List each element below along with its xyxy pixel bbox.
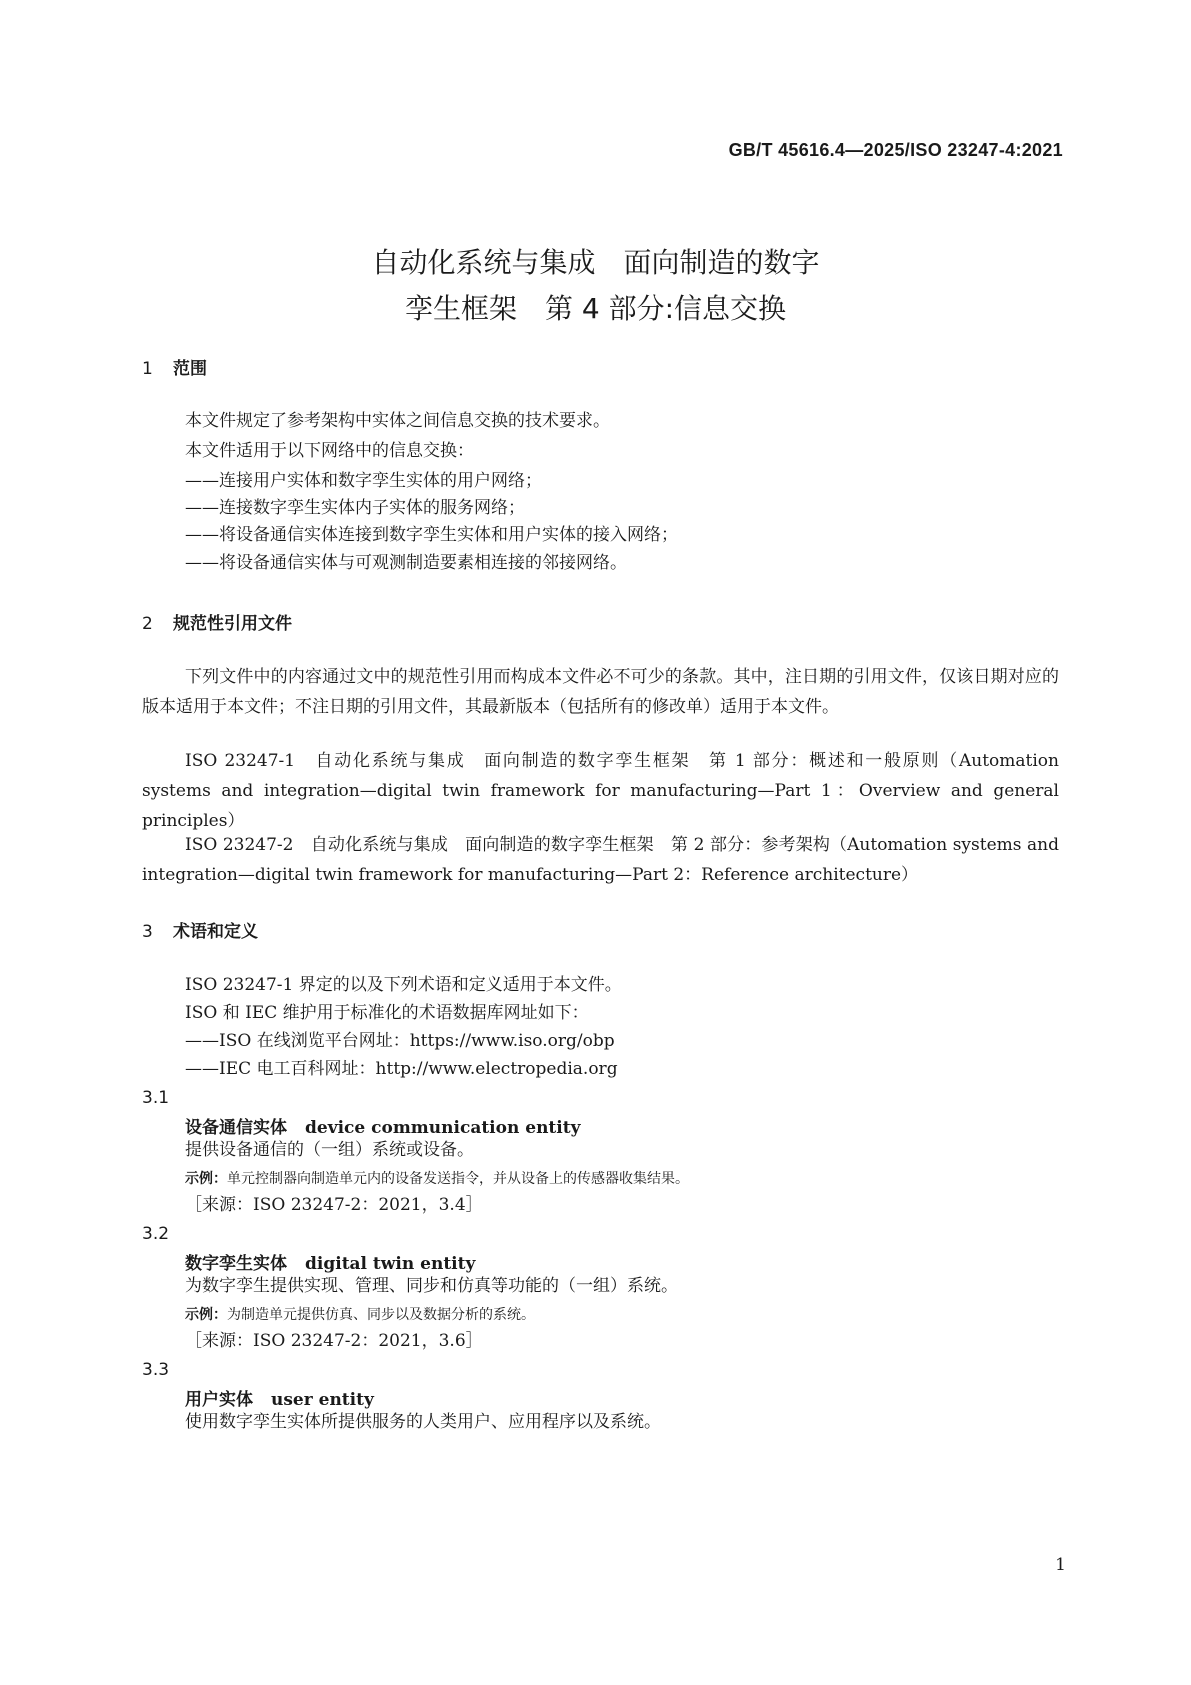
section-2-intro: 下列文件中的内容通过文中的规范性引用而构成本文件必不可少的条款。其中，注日期的引用文件，仅该日期对应的版本适用于本文件；不注日期的引用文件，其最新版本（包括所有的修改单）适用于本文件。 [142, 667, 1059, 717]
term-number: 3.3 [142, 1360, 170, 1380]
term-number: 3.1 [142, 1088, 170, 1108]
section-1-line: ——连接数字孪生实体内子实体的服务网络； [185, 498, 525, 518]
term-definition: 提供设备通信的（一组）系统或设备。 [185, 1140, 474, 1160]
section-1-heading: 1 范围 [142, 359, 207, 379]
normative-reference: ISO 23247-1 自动化系统与集成 面向制造的数字孪生框架 第 1 部分：概述和一般原则（Automation systems and integration—digital twin framework for manufacturing—Part 1：Overview and general principles） [142, 751, 1059, 831]
section-3-heading: 3 术语和定义 [142, 922, 258, 942]
section-1-line: 本文件规定了参考架构中实体之间信息交换的技术要求。 [185, 411, 610, 431]
term-number: 3.2 [142, 1224, 170, 1244]
term-example: 示例：单元控制器向制造单元内的设备发送指令，并从设备上的传感器收集结果。 [185, 1171, 689, 1187]
term-source: ［来源：ISO 23247-2：2021，3.6］ [185, 1331, 483, 1351]
term-example: 示例：为制造单元提供仿真、同步以及数据分析的系统。 [185, 1307, 535, 1323]
section-1-line: ——连接用户实体和数字孪生实体的用户网络； [185, 471, 542, 491]
section-3-line: ——IEC 电工百科网址：http://www.electropedia.org [185, 1059, 618, 1079]
section-3-line: ISO 和 IEC 维护用于标准化的术语数据库网址如下： [185, 1003, 589, 1023]
document-title [0, 240, 1191, 332]
term-english: digital twin entity [305, 1254, 476, 1274]
term-definition: 使用数字孪生实体所提供服务的人类用户、应用程序以及系统。 [185, 1412, 661, 1432]
section-3-line: ——ISO 在线浏览平台网址：https://www.iso.org/obp [185, 1031, 615, 1051]
section-1-line: ——将设备通信实体连接到数字孪生实体和用户实体的接入网络； [185, 525, 678, 545]
standard-code: GB/T 45616.4—2025/ISO 23247-4:2021 [728, 140, 1063, 160]
page-number: 1 [1055, 1555, 1066, 1575]
term-source: ［来源：ISO 23247-2：2021，3.4］ [185, 1195, 483, 1215]
section-1-line: 本文件适用于以下网络中的信息交换： [185, 441, 474, 461]
term-chinese: 数字孪生实体 [185, 1254, 287, 1274]
section-1-line: ——将设备通信实体与可观测制造要素相连接的邻接网络。 [185, 553, 627, 573]
term-chinese: 设备通信实体 [185, 1118, 287, 1138]
section-3-line: ISO 23247-1 界定的以及下列术语和定义适用于本文件。 [185, 975, 622, 995]
term-english: user entity [271, 1390, 374, 1410]
title-line-1: 自动化系统与集成 面向制造的数字 [371, 246, 820, 279]
term-chinese: 用户实体 [185, 1390, 253, 1410]
section-2-heading: 2 规范性引用文件 [142, 614, 292, 634]
title-line-2: 孪生框架 第 4 部分:信息交换 [404, 292, 787, 325]
normative-reference: ISO 23247-2 自动化系统与集成 面向制造的数字孪生框架 第 2 部分：参考架构（Automation systems and integration—digital twin framework for manufacturing—Part 2：Reference architecture） [142, 835, 1059, 885]
term-english: device communication entity [305, 1118, 581, 1138]
term-definition: 为数字孪生提供实现、管理、同步和仿真等功能的（一组）系统。 [185, 1276, 678, 1296]
